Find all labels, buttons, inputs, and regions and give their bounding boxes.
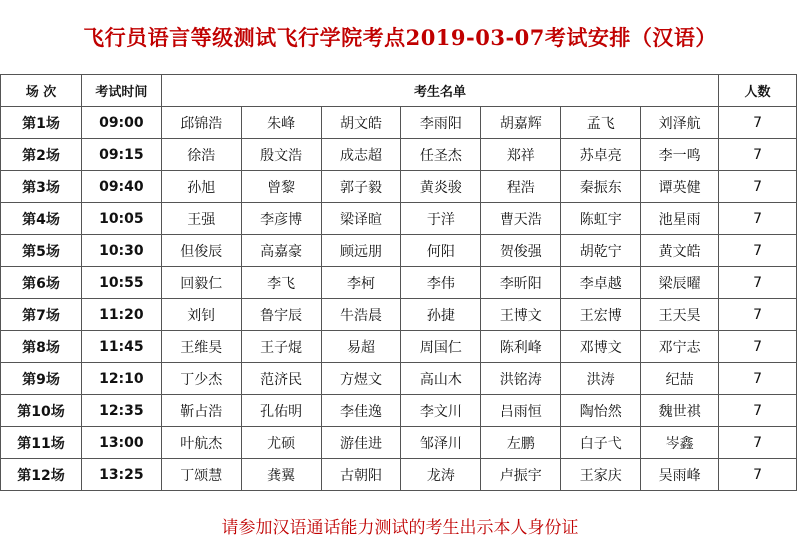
candidate-name-cell: 曹天浩 — [481, 203, 561, 235]
time-cell: 12:35 — [81, 395, 161, 427]
candidate-name-cell: 纪喆 — [641, 363, 719, 395]
table-row — [1, 427, 797, 459]
candidate-name-cell: 池星雨 — [641, 203, 719, 235]
candidate-name-cell: 陈利峰 — [481, 331, 561, 363]
candidate-name-cell: 任圣杰 — [401, 139, 481, 171]
time-cell: 13:25 — [81, 459, 161, 491]
count-cell: 7 — [719, 171, 797, 203]
table-row — [1, 235, 797, 267]
time-cell: 10:55 — [81, 267, 161, 299]
candidate-name-cell: 王子焜 — [241, 331, 321, 363]
candidate-name-cell: 郭子毅 — [321, 171, 401, 203]
candidate-name-cell: 何阳 — [401, 235, 481, 267]
candidate-name-cell: 叶航杰 — [161, 427, 241, 459]
candidate-name-cell: 黄炎骏 — [401, 171, 481, 203]
candidate-name-cell: 曾黎 — [241, 171, 321, 203]
table-row — [1, 331, 797, 363]
candidate-name-cell: 李卓越 — [561, 267, 641, 299]
candidate-name-cell: 胡文皓 — [321, 107, 401, 139]
session-cell: 第8场 — [1, 331, 82, 363]
session-cell: 第12场 — [1, 459, 82, 491]
candidate-name-cell: 苏卓亮 — [561, 139, 641, 171]
time-cell: 09:15 — [81, 139, 161, 171]
candidate-name-cell: 丁少杰 — [161, 363, 241, 395]
candidate-name-cell: 魏世祺 — [641, 395, 719, 427]
table-row — [1, 107, 797, 139]
candidate-name-cell: 白子弋 — [561, 427, 641, 459]
candidate-name-cell: 梁译暄 — [321, 203, 401, 235]
count-cell: 7 — [719, 395, 797, 427]
table-row — [1, 139, 797, 171]
page-title: 飞行员语言等级测试飞行学院考点2019-03-07考试安排（汉语） — [83, 25, 717, 50]
candidate-name-cell: 王家庆 — [561, 459, 641, 491]
candidate-name-cell: 李一鸣 — [641, 139, 719, 171]
footer-notice: 请参加汉语通话能力测试的考生出示本人身份证 — [221, 518, 579, 538]
candidate-name-cell: 孟飞 — [561, 107, 641, 139]
candidate-name-cell: 李飞 — [241, 267, 321, 299]
exam-schedule-table — [0, 74, 797, 491]
candidate-name-cell: 李文川 — [401, 395, 481, 427]
candidate-name-cell: 易超 — [321, 331, 401, 363]
candidate-name-cell: 邹泽川 — [401, 427, 481, 459]
count-cell: 7 — [719, 299, 797, 331]
candidate-name-cell: 邱锦浩 — [161, 107, 241, 139]
candidate-name-cell: 古朝阳 — [321, 459, 401, 491]
candidate-name-cell: 龙涛 — [401, 459, 481, 491]
candidate-name-cell: 孙旭 — [161, 171, 241, 203]
candidate-name-cell: 李柯 — [321, 267, 401, 299]
session-cell: 第9场 — [1, 363, 82, 395]
candidate-name-cell: 李昕阳 — [481, 267, 561, 299]
candidate-name-cell: 王博文 — [481, 299, 561, 331]
header-time: 考试时间 — [81, 75, 161, 107]
candidate-name-cell: 洪涛 — [561, 363, 641, 395]
header-session: 场 次 — [1, 75, 82, 107]
candidate-name-cell: 但俊辰 — [161, 235, 241, 267]
candidate-name-cell: 朱峰 — [241, 107, 321, 139]
count-cell: 7 — [719, 139, 797, 171]
candidate-name-cell: 刘泽航 — [641, 107, 719, 139]
count-cell: 7 — [719, 203, 797, 235]
candidate-name-cell: 孙捷 — [401, 299, 481, 331]
time-cell: 10:30 — [81, 235, 161, 267]
session-cell: 第1场 — [1, 107, 82, 139]
time-cell: 10:05 — [81, 203, 161, 235]
session-cell: 第6场 — [1, 267, 82, 299]
count-cell: 7 — [719, 235, 797, 267]
candidate-name-cell: 李佳逸 — [321, 395, 401, 427]
count-cell: 7 — [719, 331, 797, 363]
candidate-name-cell: 李雨阳 — [401, 107, 481, 139]
candidate-name-cell: 回毅仁 — [161, 267, 241, 299]
time-cell: 11:20 — [81, 299, 161, 331]
candidate-name-cell: 程浩 — [481, 171, 561, 203]
session-cell: 第7场 — [1, 299, 82, 331]
count-cell: 7 — [719, 267, 797, 299]
session-cell: 第11场 — [1, 427, 82, 459]
candidate-name-cell: 丁颂慧 — [161, 459, 241, 491]
candidate-name-cell: 高山木 — [401, 363, 481, 395]
candidate-name-cell: 尤硕 — [241, 427, 321, 459]
time-cell: 12:10 — [81, 363, 161, 395]
candidate-name-cell: 邓宁志 — [641, 331, 719, 363]
candidate-name-cell: 徐浩 — [161, 139, 241, 171]
session-cell: 第2场 — [1, 139, 82, 171]
candidate-name-cell: 吴雨峰 — [641, 459, 719, 491]
candidate-name-cell: 范济民 — [241, 363, 321, 395]
candidate-name-cell: 龚翼 — [241, 459, 321, 491]
candidate-name-cell: 谭英健 — [641, 171, 719, 203]
candidate-name-cell: 卢振宇 — [481, 459, 561, 491]
table-row — [1, 459, 797, 491]
count-cell: 7 — [719, 363, 797, 395]
candidate-name-cell: 吕雨恒 — [481, 395, 561, 427]
candidate-name-cell: 陶怡然 — [561, 395, 641, 427]
candidate-name-cell: 邓博文 — [561, 331, 641, 363]
candidate-name-cell: 于洋 — [401, 203, 481, 235]
candidate-name-cell: 王强 — [161, 203, 241, 235]
time-cell: 13:00 — [81, 427, 161, 459]
table-row — [1, 203, 797, 235]
candidate-name-cell: 鲁宇辰 — [241, 299, 321, 331]
candidate-name-cell: 高嘉豪 — [241, 235, 321, 267]
candidate-name-cell: 游佳进 — [321, 427, 401, 459]
candidate-name-cell: 孔佑明 — [241, 395, 321, 427]
candidate-name-cell: 秦振东 — [561, 171, 641, 203]
candidate-name-cell: 梁辰曜 — [641, 267, 719, 299]
candidate-name-cell: 岑鑫 — [641, 427, 719, 459]
time-cell: 09:00 — [81, 107, 161, 139]
candidate-name-cell: 靳占浩 — [161, 395, 241, 427]
session-cell: 第4场 — [1, 203, 82, 235]
candidate-name-cell: 成志超 — [321, 139, 401, 171]
candidate-name-cell: 胡乾宁 — [561, 235, 641, 267]
table-row — [1, 395, 797, 427]
table-row — [1, 171, 797, 203]
table-row — [1, 267, 797, 299]
table-row — [1, 299, 797, 331]
candidate-name-cell: 方煜文 — [321, 363, 401, 395]
candidate-name-cell: 王维昊 — [161, 331, 241, 363]
candidate-name-cell: 李伟 — [401, 267, 481, 299]
candidate-name-cell: 周国仁 — [401, 331, 481, 363]
count-cell: 7 — [719, 459, 797, 491]
candidate-name-cell: 王天昊 — [641, 299, 719, 331]
header-count: 人数 — [719, 75, 797, 107]
candidate-name-cell: 李彦博 — [241, 203, 321, 235]
table-header-row — [1, 75, 797, 107]
candidate-name-cell: 刘钊 — [161, 299, 241, 331]
candidate-name-cell: 陈虹宇 — [561, 203, 641, 235]
candidate-name-cell: 王宏博 — [561, 299, 641, 331]
count-cell: 7 — [719, 427, 797, 459]
time-cell: 11:45 — [81, 331, 161, 363]
time-cell: 09:40 — [81, 171, 161, 203]
candidate-name-cell: 牛浩晨 — [321, 299, 401, 331]
header-names: 考生名单 — [161, 75, 718, 107]
table-row — [1, 363, 797, 395]
session-cell: 第3场 — [1, 171, 82, 203]
candidate-name-cell: 黄文皓 — [641, 235, 719, 267]
session-cell: 第10场 — [1, 395, 82, 427]
candidate-name-cell: 贺俊强 — [481, 235, 561, 267]
session-cell: 第5场 — [1, 235, 82, 267]
candidate-name-cell: 殷文浩 — [241, 139, 321, 171]
candidate-name-cell: 洪铭涛 — [481, 363, 561, 395]
candidate-name-cell: 左鹏 — [481, 427, 561, 459]
count-cell: 7 — [719, 107, 797, 139]
candidate-name-cell: 胡嘉辉 — [481, 107, 561, 139]
candidate-name-cell: 顾远朋 — [321, 235, 401, 267]
candidate-name-cell: 郑祥 — [481, 139, 561, 171]
